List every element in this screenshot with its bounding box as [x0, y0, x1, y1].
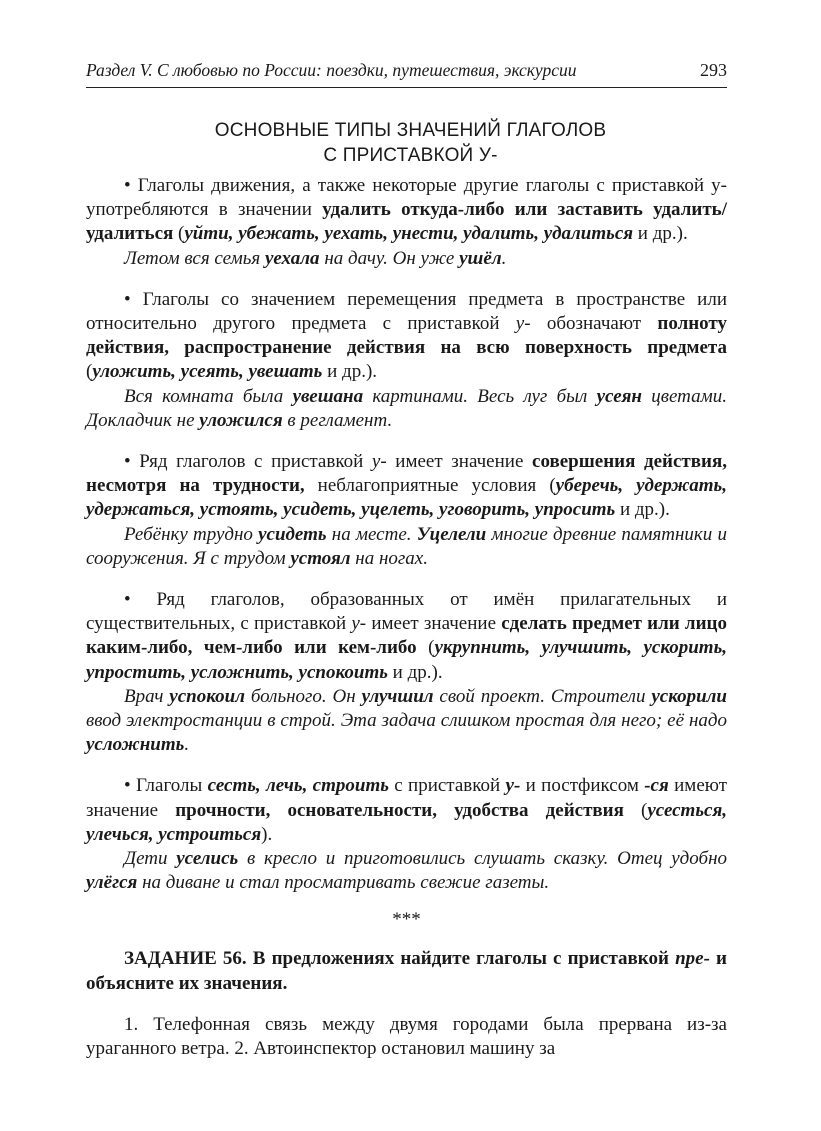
example-text: Дети: [124, 848, 177, 870]
example-text: ввод электростанции в строй. Эта задача слишком простая для него; её надо: [86, 710, 727, 732]
section-separator: ***: [392, 909, 421, 931]
task-prefix: пре-: [675, 948, 710, 970]
prefix: у-: [371, 451, 387, 473]
verb-examples: уложить, усеять, увешать: [92, 361, 323, 383]
text-run: • Ряд глаголов, образованных от имён прилагательных и существительных, с приставкой: [86, 589, 727, 635]
example-text: .: [184, 734, 190, 756]
text-run: (: [416, 637, 435, 659]
example-verb: улёгся: [86, 872, 138, 894]
running-header: [86, 60, 727, 88]
verb-examples: укрупнить, улучшить, ускорить, упростить, усложнить, успокоить: [86, 637, 728, 683]
meaning-term: полноту действия, распространение действия на всю поверхность предмета: [86, 313, 728, 359]
verb-examples: уберечь, удержать, удержаться, устоять, усидеть, уцелеть, уговорить, упросить: [86, 475, 727, 521]
example-verb: улучшил: [361, 685, 434, 707]
verb-examples: уйти, убежать, уехать, унести, удалить, удалиться: [184, 223, 634, 245]
postfix: -ся: [644, 775, 669, 797]
example-paragraph-5: [86, 847, 727, 895]
task-text: и объясните их значения.: [86, 948, 727, 994]
example-verb: усидеть: [258, 523, 327, 545]
example-verb: усеян: [596, 385, 642, 407]
task-text: В предложениях найдите глаголы с приставкой: [246, 948, 676, 970]
example-verb: Уцелели: [416, 523, 487, 545]
example-text: свой проект. Строители: [433, 685, 652, 707]
rule-paragraph-5: [86, 774, 727, 847]
example-text: больного. Он: [244, 685, 362, 707]
example-text: Ребёнку трудно: [124, 523, 259, 545]
example-verb: усложнить: [86, 734, 185, 756]
meaning-term: сделать предмет или лицо каким-либо, чем-либо или кем-либо: [86, 613, 727, 659]
task-label: ЗАДАНИЕ 56.: [124, 948, 247, 970]
example-text: Вся комната была: [124, 385, 293, 407]
verb-examples: усесться, улечься, устроиться: [86, 799, 727, 845]
prefix: у-: [351, 613, 367, 635]
example-verb: уехала: [264, 247, 320, 269]
example-text: на ногах.: [350, 547, 428, 569]
example-text: в регламент.: [282, 409, 393, 431]
rule-paragraph-4: [86, 588, 727, 685]
verb-examples: сесть, лечь, строить: [207, 775, 389, 797]
example-text: в кресло и приготовились слушать сказку. Отец удобно: [238, 848, 727, 870]
text-run: • Ряд глаголов с приставкой: [124, 451, 372, 473]
paragraph-gap: [86, 433, 727, 450]
text-run: (: [623, 799, 648, 821]
meaning-term: совершения действия, несмотря на трудности,: [86, 451, 728, 497]
text-run: и др.).: [633, 223, 688, 245]
example-verb: успокоил: [169, 685, 245, 707]
example-text: на дачу. Он уже: [319, 247, 460, 269]
text-run: и др.).: [387, 661, 443, 683]
example-verb: устоял: [290, 547, 351, 569]
rule-paragraph-3: [86, 450, 727, 523]
prefix: у-: [505, 775, 521, 797]
example-text: Летом вся семья: [124, 247, 265, 269]
text-run: и постфиксом: [520, 775, 645, 797]
example-paragraph-4: [86, 685, 727, 758]
example-paragraph-2: [86, 385, 727, 433]
example-text: картинами. Весь луг был: [363, 385, 597, 407]
text-run: • Глаголы: [124, 775, 208, 797]
main-text: [86, 174, 727, 1061]
text-run: (: [173, 223, 185, 245]
text-run: и др.).: [322, 361, 378, 383]
rule-paragraph-2: [86, 288, 727, 385]
example-verb: ушёл: [459, 247, 502, 269]
example-paragraph-1: [86, 247, 727, 271]
paragraph-gap: [86, 996, 727, 1013]
section-title-line-2: С ПРИСТАВКОЙ У-: [323, 145, 498, 166]
example-verb: увешана: [292, 385, 364, 407]
task-heading: [86, 947, 727, 995]
example-text: .: [501, 247, 507, 269]
text-run: обозначают: [530, 313, 658, 335]
example-text: Врач: [124, 685, 170, 707]
example-verb: ускорили: [651, 685, 728, 707]
meaning-term: прочности, основательности, удобства действия: [175, 799, 624, 821]
exercise-text: 1. Телефонная связь между двумя городами была прервана из-за ураганного ветра. 2. Автоинспектор остановил машину за: [86, 1013, 727, 1060]
example-text: многие древние памятники и сооружения. Я с трудом: [86, 523, 727, 569]
paragraph-gap: [86, 271, 727, 288]
text-run: имеют значение: [86, 775, 727, 821]
example-text: на месте.: [326, 523, 417, 545]
example-text: на диване и стал просматривать свежие газеты.: [137, 872, 550, 894]
text-run: • Глаголы движения, а также некоторые другие глаголы с приставкой у- употребляются в значении: [86, 175, 727, 221]
example-verb: уселись: [176, 848, 239, 870]
example-paragraph-3: [86, 523, 727, 571]
paragraph-gap: [86, 571, 727, 588]
meaning-term: удалить откуда-либо или заставить удалить/удалиться: [86, 199, 727, 245]
page-number: 293: [700, 60, 727, 80]
text-run: и др.).: [615, 499, 670, 521]
paragraph-gap: [86, 757, 727, 774]
text-run: неблагоприятные условия (: [304, 475, 556, 497]
text-run: имеет значение: [366, 613, 502, 635]
text-run: • Глаголы со значением перемещения предмета в пространстве или относительно другого предмета с приставкой: [86, 288, 727, 335]
section-title-line-1: ОСНОВНЫЕ ТИПЫ ЗНАЧЕНИЙ ГЛАГОЛОВ: [214, 120, 607, 141]
text-run: с приставкой: [388, 775, 506, 797]
prefix: у-: [515, 313, 531, 335]
example-text: цветами. Докладчик не: [86, 385, 727, 431]
example-verb: уложился: [199, 409, 283, 431]
text-run: ).: [261, 823, 273, 845]
section-title: [0, 118, 821, 168]
rule-paragraph-1: [86, 174, 727, 247]
running-title: Раздел V. С любовью по России: поездки, путешествия, экскурсии: [86, 60, 577, 80]
text-run: (: [86, 361, 93, 383]
text-run: имеет значение: [386, 451, 533, 473]
